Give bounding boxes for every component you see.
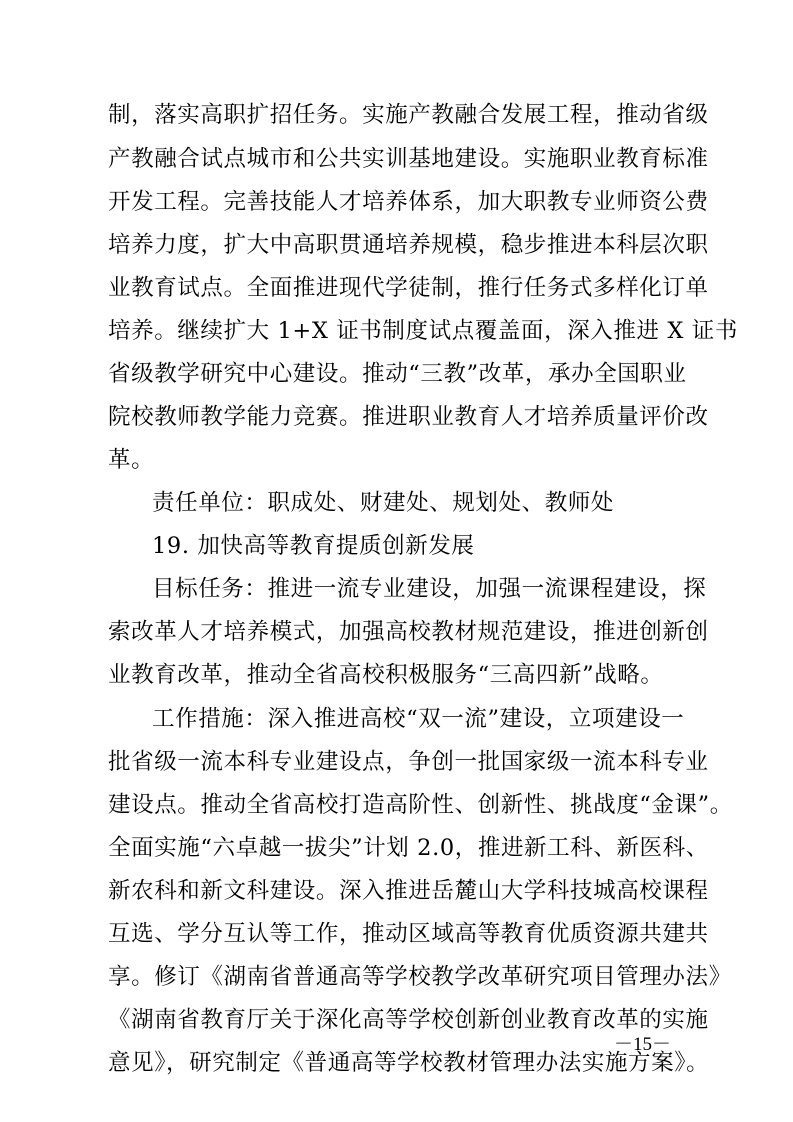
body-text-line: 目标任务：推进一流专业建设，加强一流课程建设，探 bbox=[152, 576, 707, 602]
body-text-line: 培养。继续扩大 1+X 证书制度试点覆盖面，深入推进 X 证书 bbox=[108, 318, 738, 344]
section-heading: 19. 加快高等教育提质创新发展 bbox=[152, 533, 475, 559]
body-text-line: 《湖南省教育厅关于深化高等学校创新创业教育改革的实施 bbox=[108, 1007, 709, 1033]
body-text-line: 享。修订《湖南省普通高等学校教学改革研究项目管理办法》 bbox=[108, 964, 732, 990]
body-text-line: 制，落实高职扩招任务。实施产教融合发展工程，推动省级 bbox=[108, 102, 709, 128]
body-text-line: 省级教学研究中心建设。推动“三教”改革，承办全国职业 bbox=[108, 361, 687, 387]
page-number: －15－ bbox=[614, 1034, 672, 1055]
body-text-line: 索改革人才培养模式，加强高校教材规范建设，推进创新创 bbox=[108, 619, 709, 645]
responsible-units-line: 责任单位：职成处、财建处、规划处、教师处 bbox=[152, 490, 615, 516]
body-text-line: 培养力度，扩大中高职贯通培养规模，稳步推进本科层次职 bbox=[108, 232, 709, 258]
body-text-line: 院校教师教学能力竞赛。推进职业教育人才培养质量评价改 bbox=[108, 404, 709, 430]
body-text-line: 革。 bbox=[108, 447, 155, 473]
body-text-line: 新农科和新文科建设。深入推进岳麓山大学科技城高校课程 bbox=[108, 878, 709, 904]
body-text-line: 业教育试点。全面推进现代学徒制，推行任务式多样化订单 bbox=[108, 275, 709, 301]
body-text-line: 业教育改革，推动全省高校积极服务“三高四新”战略。 bbox=[108, 662, 664, 688]
body-text-line: 开发工程。完善技能人才培养体系，加大职教专业师资公费 bbox=[108, 189, 709, 215]
body-text-line: 批省级一流本科专业建设点，争创一批国家级一流本科专业 bbox=[108, 749, 709, 775]
body-text-line: 意见》，研究制定《普通高等学校教材管理办法实施方案》。 bbox=[108, 1050, 710, 1076]
body-text-line: 建设点。推动全省高校打造高阶性、创新性、挑战度“金课”。 bbox=[108, 792, 733, 818]
body-text-line: 工作措施：深入推进高校“双一流”建设，立项建设一 bbox=[152, 706, 685, 732]
body-text-line: 全面实施“六卓越一拔尖”计划 2.0，推进新工科、新医科、 bbox=[108, 835, 709, 861]
body-text-line: 互选、学分互认等工作，推动区域高等教育优质资源共建共 bbox=[108, 921, 709, 947]
body-text-line: 产教融合试点城市和公共实训基地建设。实施职业教育标准 bbox=[108, 146, 709, 172]
